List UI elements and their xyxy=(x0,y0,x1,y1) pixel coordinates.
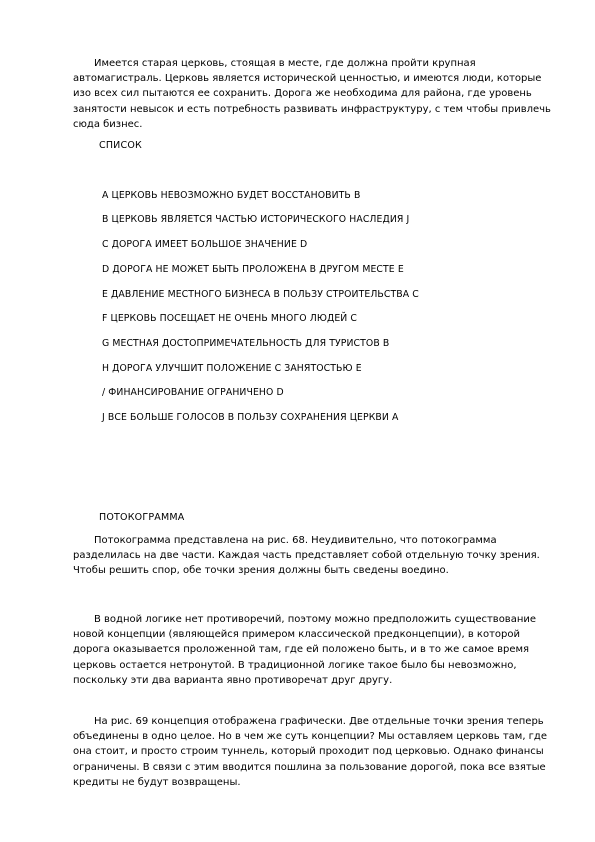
intro-paragraph: Имеется старая церковь, стоящая в месте, где должна пройти крупная автомагистраль. Церковь является исторической ценностью, и имеются люди, которые изо всех сил пытаются ее сохранить. Дорога же необходима для района, где уровень занятости невысок и есть потребность развивать инфраструктуру, с тем чтобы привлечь сюда бизнес. xyxy=(73,58,551,130)
concept-paragraph: На рис. 69 концепция отображена графически. Две отдельные точки зрения теперь объединены в одно целое. Но в чем же суть концепции? Мы оставляем церковь там, где она стоит, и просто строим туннель, который проходит под церковью. Однако финансы ограничены. В связи с этим вводится пошлина за пользование дорогой, пока все взятые кредиты не будут возвращены. xyxy=(73,716,547,788)
logic-paragraph: В водной логике нет противоречий, поэтому можно предположить существование новой концепции (являющейся примером классической предконцепции), в которой дорога оказывается проложенной там, где ей положено быть, и в то же самое время церковь остается нетронутой. В традиционной логике такое было бы невозможно, поскольку эти два варианта явно противоречат друг другу. xyxy=(73,614,537,686)
list-item: В ЦЕРКОВЬ ЯВЛЯЕТСЯ ЧАСТЬЮ ИСТОРИЧЕСКОГО НАСЛЕДИЯ J xyxy=(102,214,410,225)
list-item: А ЦЕРКОВЬ НЕВОЗМОЖНО БУДЕТ ВОССТАНОВИТЬ В xyxy=(102,190,361,201)
list-item: Е ДАВЛЕНИЕ МЕСТНОГО БИЗНЕСА В ПОЛЬЗУ СТРОИТЕЛЬСТВА С xyxy=(102,289,419,300)
list-item: D ДОРОГА НЕ МОЖЕТ БЫТЬ ПРОЛОЖЕНА В ДРУГОМ МЕСТЕ Е xyxy=(102,264,404,275)
list-heading: СПИСОК xyxy=(99,140,142,151)
flow-heading: ПОТОКОГРАММА xyxy=(99,512,185,523)
list-item: G МЕСТНАЯ ДОСТОПРИМЕЧАТЕЛЬНОСТЬ ДЛЯ ТУРИСТОВ В xyxy=(102,338,390,349)
list-item: С ДОРОГА ИМЕЕТ БОЛЬШОЕ ЗНАЧЕНИЕ D xyxy=(102,239,308,250)
flow-paragraph: Потокограмма представлена на рис. 68. Неудивительно, что потокограмма разделилась на две части. Каждая часть представляет собой отдельную точку зрения. Чтобы решить спор, обе точки зрения должны быть сведены воедино. xyxy=(73,535,540,577)
list-item: Н ДОРОГА УЛУЧШИТ ПОЛОЖЕНИЕ С ЗАНЯТОСТЬЮ Е xyxy=(102,363,362,374)
list-item: J ВСЕ БОЛЬШЕ ГОЛОСОВ В ПОЛЬЗУ СОХРАНЕНИЯ ЦЕРКВИ А xyxy=(102,412,399,423)
list-item: F ЦЕРКОВЬ ПОСЕЩАЕТ НЕ ОЧЕНЬ МНОГО ЛЮДЕЙ С xyxy=(102,313,357,324)
list-item: / ФИНАНСИРОВАНИЕ ОГРАНИЧЕНО D xyxy=(102,387,284,398)
